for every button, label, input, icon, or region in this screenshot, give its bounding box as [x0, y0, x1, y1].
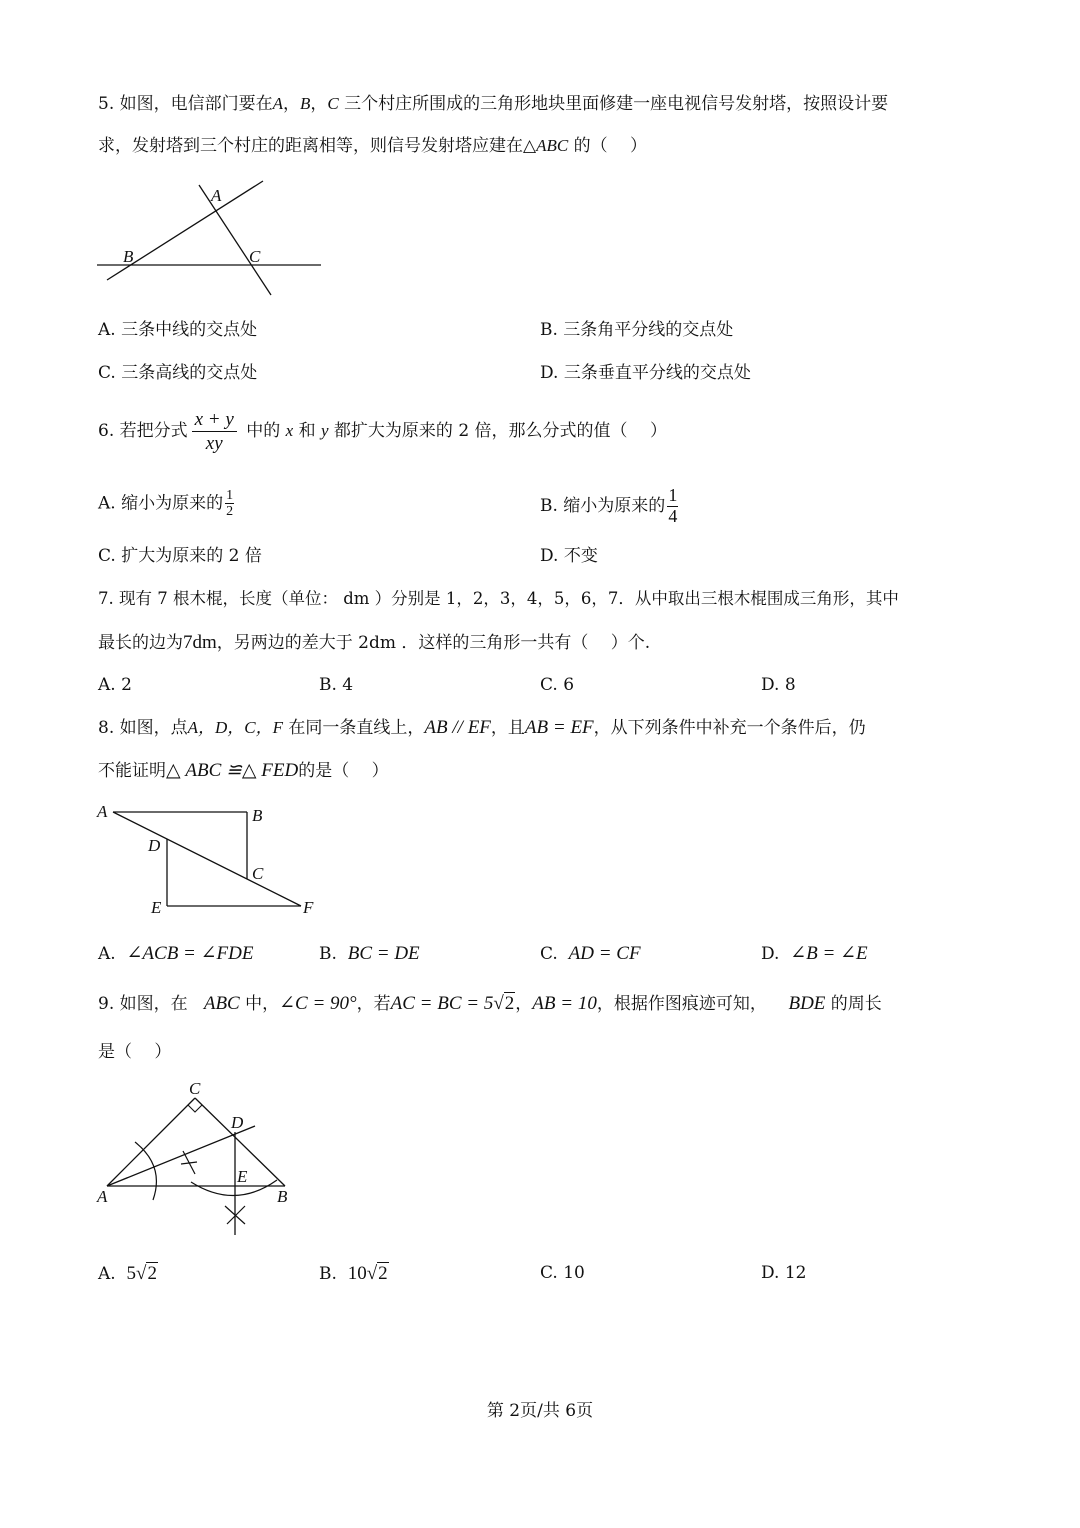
q5-label-b: B: [123, 247, 134, 266]
q6-line: 6. 若把分式 $\frac{x + y}{xy}$ 中的 x 和 y 都扩大为原来的 2 倍，那么分式的值（ ）: [98, 409, 667, 454]
q9-label-c: C: [189, 1079, 201, 1098]
q6-option-c[interactable]: C. 扩大为原来的 2 倍: [98, 546, 262, 566]
q8-figure: [95, 800, 325, 922]
q5-option-c[interactable]: C. 三条高线的交点处: [98, 363, 258, 383]
q8-option-d[interactable]: D. ∠B = ∠E: [761, 943, 868, 964]
q9-option-c[interactable]: C. 10: [540, 1263, 585, 1283]
q9-figure: [95, 1078, 305, 1240]
q9-side-ac: [107, 1098, 195, 1186]
q9-option-d[interactable]: D. 12: [761, 1263, 807, 1283]
q8-label-e: E: [151, 898, 162, 917]
q9-bisector: [107, 1126, 255, 1186]
q5-label-a: A: [211, 186, 222, 205]
q8-label-b: B: [252, 806, 263, 825]
q5-option-b[interactable]: B. 三条角平分线的交点处: [540, 320, 734, 340]
q9-option-b[interactable]: B. 10√2: [319, 1263, 388, 1284]
q5-line1: 5. 如图，电信部门要在A，B，C 三个村庄所围成的三角形地块里面修建一座电视信号发射塔，按照设计要: [98, 94, 889, 114]
q5-line2: 求，发射塔到三个村庄的距离相等，则信号发射塔应建在△ABC 的（ ）: [98, 136, 647, 156]
q8-line2: 不能证明△ ABC ≌△ FED的是（ ）: [98, 760, 389, 781]
q7-option-a[interactable]: A. 2: [98, 675, 132, 695]
q9-right-angle: [188, 1105, 202, 1112]
q6-fraction: $\frac{x + y}{xy}$: [192, 410, 237, 453]
q8-label-f: F: [303, 898, 314, 917]
q9-option-a[interactable]: A. 5√2: [98, 1263, 157, 1284]
q7-option-c[interactable]: C. 6: [540, 675, 575, 695]
q8-label-d: D: [148, 836, 161, 855]
q6-option-a[interactable]: A. 缩小为原来的 $\frac{1}{2}$: [98, 488, 234, 520]
q9-line1: 9. 如图，在 ABC 中，∠C = 90°，若AC = BC = 5√2，AB = 10，根据作图痕迹可知， BDE 的周长: [98, 993, 882, 1014]
q9-label-d: D: [231, 1113, 244, 1132]
q8-option-b[interactable]: B. BC = DE: [319, 943, 420, 964]
q9-line2: 是（ ）: [98, 1042, 172, 1062]
q5-option-d[interactable]: D. 三条垂直平分线的交点处: [540, 363, 751, 383]
q8-label-c: C: [252, 864, 264, 883]
q8-option-c[interactable]: C. AD = CF: [540, 943, 641, 964]
q7-line1: 7. 现有 7 根木棍，长度（单位： dm ）分别是 1，2，3，4，5，6，7．从中取出三根木棍围成三角形，其中: [98, 589, 899, 608]
page-footer: 第 2页/共 6页: [486, 1401, 594, 1421]
q9-label-e: E: [237, 1167, 248, 1186]
q5-option-a[interactable]: A. 三条中线的交点处: [98, 320, 258, 340]
q5-line-ac: [199, 185, 271, 295]
q6-option-b[interactable]: B. 缩小为原来的 $\frac{1}{4}$: [540, 485, 678, 526]
q5-figure: [95, 175, 325, 300]
q8-line1: 8. 如图，点A，D，C，F 在同一条直线上，AB // EF，且AB = EF，从下列条件中补充一个条件后，仍: [98, 717, 866, 738]
q7-option-d[interactable]: D. 8: [761, 675, 796, 695]
q5-label-c: C: [249, 247, 261, 266]
q8-label-a: A: [97, 802, 108, 821]
q7-line2: 最长的边为7dm，另两边的差大于 2dm ．这样的三角形一共有（ ）个.: [98, 632, 651, 653]
q8-line-af: [113, 812, 301, 906]
q7-option-b[interactable]: B. 4: [319, 675, 354, 695]
q9-label-a: A: [97, 1187, 108, 1206]
q8-option-a[interactable]: A. ∠ACB = ∠FDE: [98, 943, 254, 964]
q6-option-d[interactable]: D. 不变: [540, 546, 598, 566]
q9-arc-bottom: [191, 1180, 277, 1196]
q9-label-b: B: [277, 1187, 288, 1206]
